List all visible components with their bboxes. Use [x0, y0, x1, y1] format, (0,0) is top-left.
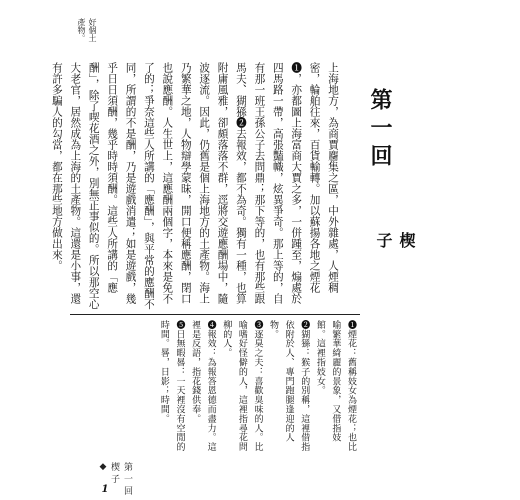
page-number: 1 — [101, 484, 109, 495]
caption-line-2: 產物。 — [77, 18, 86, 42]
annotation-item: ❹報效：為報答恩德而盡力。這裡是反語，指花錢供奉。 — [190, 320, 216, 452]
footer-separator: ◆ — [98, 462, 108, 475]
annotation-item: ❺日無暇晷：一天裡沒有空閒的時間。晷，日影；時間。 — [158, 320, 185, 452]
main-text: 上海地方，為商賈麕集之區，中外雜處，人煙稠密，輪舶往來，百貨輸轉。加以蘇揚各地之煙花❶，亦都圖上海富商大賈之多，一併踵至，煽處於四馬路一帶，高張豔幟，炫異爭奇。那上等的，自有那一班王孫公子去問鼎；那下等的，也有那些跟馬夫、猢猻❷去報效，都不為奇。獨有一種，也算附庸風雅，卻頗落落不群，逕將交遊應酬場中，隨波逐流。因此，仍舊是個上海地方的土產物。海上乃繁華之地，人物辯學蒙昧，開口便稱應酬，閉口也說應酬。人生世上，這應酬兩個字，本來是免不了的；爭奈這些人所講的「應酬」，與平常的應酬不同，所謂的不是酬，乃是遊戲消遣；如是遊戲，幾乎日日須酬，幾乎時時須酬。這些人所講的「應酬」，除了喫花酒之外，別無正事似的。所以那空心大老官，居然成為上海的土產物。這還是小事，還有許多騙人的勾當，都在那些地方做出來。 — [50, 62, 339, 310]
chapter-number: 第一回 — [367, 88, 393, 172]
footer-chapter: 第一回 — [122, 462, 132, 498]
chapter-title: 楔子 — [374, 232, 416, 258]
annotation-item: ❶煙花：舊稱妓女為煙花；也比喻繁華綺麗的景象，又借指妓館。這裡指妓女。 — [314, 320, 356, 452]
footer-title: 楔子 — [109, 462, 119, 486]
annotation-item: ❷猢猻：猴子的別稱，這裡借指依附於人、專門跑腿逢迎的人物。 — [268, 320, 310, 452]
annotation-item: ❸逐臭之夫：喜歡臭味的人。比喻嗜好怪僻的人，這裡指尋花問柳的人。 — [221, 320, 263, 452]
caption-line-1: 好個土 — [88, 18, 97, 42]
divider-line — [70, 314, 360, 315]
annotations — [158, 320, 358, 455]
